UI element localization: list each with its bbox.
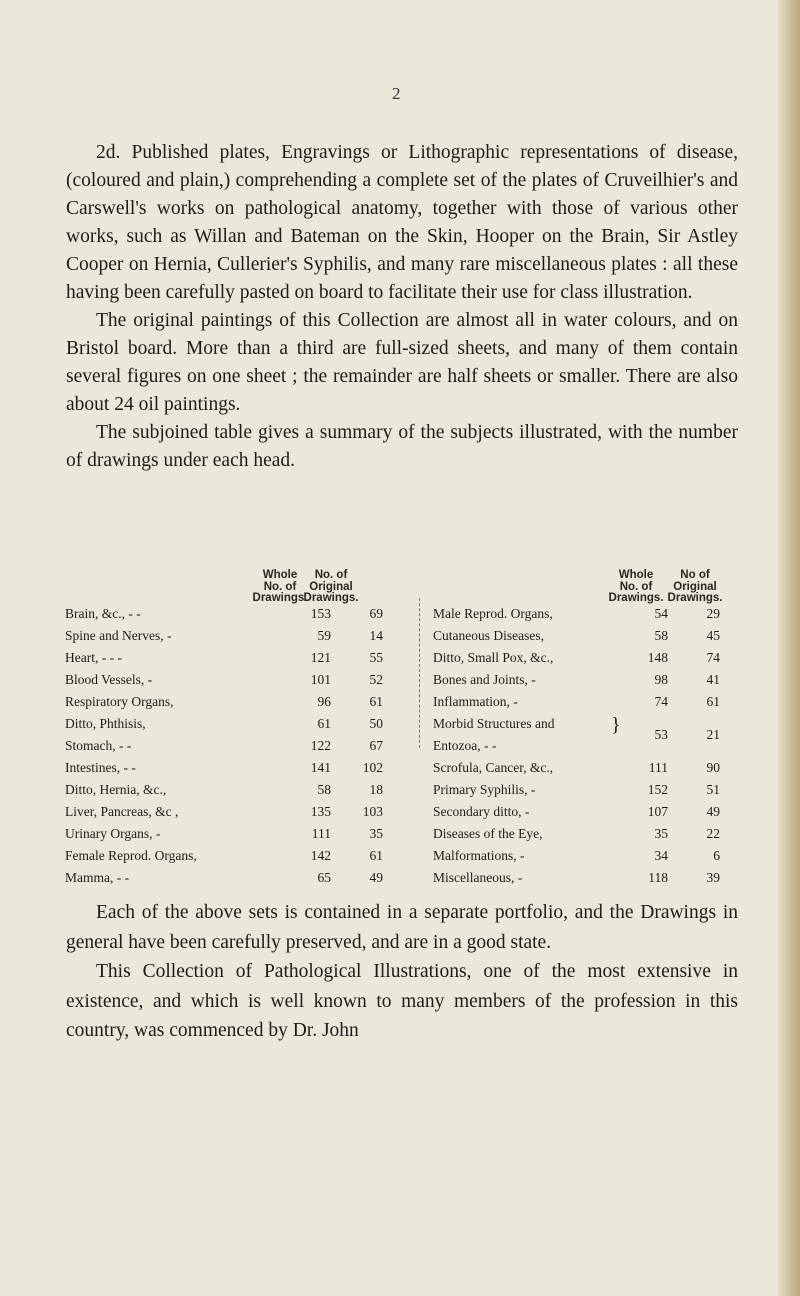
row-label: Morbid Structures and <box>433 716 555 731</box>
row-original: 102 <box>362 760 383 775</box>
row-label: Cutaneous Diseases, <box>433 628 544 643</box>
row-original: 39 <box>706 870 720 885</box>
row-label: Female Reprod. Organs, <box>65 848 197 863</box>
row-whole: 152 <box>647 782 668 797</box>
row-original: 61 <box>369 848 383 863</box>
page-number: 2 <box>392 84 401 103</box>
row-original: 21 <box>706 727 720 742</box>
row-whole: 61 <box>317 716 331 731</box>
row-whole: 58 <box>317 782 331 797</box>
row-whole: 58 <box>654 628 668 643</box>
row-original: 14 <box>369 628 383 643</box>
row-original: 55 <box>369 650 383 665</box>
row-original: 103 <box>362 804 383 819</box>
header-original-left: No. of Original Drawings. <box>303 569 359 604</box>
paragraph-published-plates: 2d. Published plates, Engravings or Lithographic representations of disease, (coloured and plain,) comprehending a complete set of the plates of Cruveilhier's and Carswell's works on pathological anatomy, together with those of various other works, such as Willan and Bateman on the Skin, Hooper on the Brain, Sir Astley Cooper on Hernia, Cullerier's Syphilis, and many rare miscellaneous plates : all these having been carefully pasted on board to facilitate their use for class illustration. <box>66 142 738 303</box>
row-label: Brain, &c., - - <box>65 606 141 621</box>
row-whole: 54 <box>654 606 668 621</box>
row-whole: 148 <box>647 650 668 665</box>
row-whole: 142 <box>310 848 331 863</box>
row-whole: 153 <box>310 606 331 621</box>
row-whole: 111 <box>311 826 331 841</box>
row-original: 18 <box>369 782 383 797</box>
row-label: Ditto, Small Pox, &c., <box>433 650 554 665</box>
closing-text <box>66 898 738 1046</box>
row-label: Urinary Organs, - <box>65 826 161 841</box>
row-original: 6 <box>713 848 720 863</box>
row-original: 74 <box>706 650 720 665</box>
row-original: 50 <box>369 716 383 731</box>
row-original: 22 <box>706 826 720 841</box>
row-whole: 35 <box>654 826 668 841</box>
row-original: 51 <box>706 782 720 797</box>
row-original: 41 <box>706 672 720 687</box>
row-original: 29 <box>706 606 720 621</box>
row-label: Mamma, - - <box>65 870 130 885</box>
row-label: Male Reprod. Organs, <box>433 606 553 621</box>
row-whole: 74 <box>654 694 668 709</box>
row-label: Inflammation, - <box>433 694 518 709</box>
row-label: Spine and Nerves, - <box>65 628 172 643</box>
row-label: Bones and Joints, - <box>433 672 536 687</box>
row-whole: 122 <box>310 738 331 753</box>
column-divider <box>419 598 421 748</box>
row-label: Intestines, - - <box>65 760 136 775</box>
row-original: 49 <box>706 804 720 819</box>
row-whole: 53 <box>654 727 668 742</box>
row-label: Secondary ditto, - <box>433 804 530 819</box>
paragraph-collection-history: This Collection of Pathological Illustrations, one of the most extensive in existence, and which is well known to many members of the profession in this country, was commenced by Dr. John <box>66 961 738 1041</box>
row-whole: 141 <box>310 760 331 775</box>
row-whole: 107 <box>647 804 668 819</box>
row-label: Blood Vessels, - <box>65 672 153 687</box>
brace-morbid-structures: } <box>611 714 621 736</box>
row-original: 49 <box>369 870 383 885</box>
paragraph-original-paintings: The original paintings of this Collection are almost all in water colours, and on Bristol board. More than a third are full-sized sheets, and many of them contain several figures on one sheet ; the remainder are half sheets or smaller. There are also about 24 oil paintings. <box>66 310 738 415</box>
row-whole: 135 <box>310 804 331 819</box>
row-whole: 101 <box>310 672 331 687</box>
row-original: 69 <box>369 606 383 621</box>
row-original: 61 <box>706 694 720 709</box>
row-label: Respiratory Organs, <box>65 694 174 709</box>
row-label: Scrofula, Cancer, &c., <box>433 760 554 775</box>
header-original-right: No of Original Drawings. <box>667 569 723 604</box>
row-whole: 96 <box>317 694 331 709</box>
page-edge <box>778 0 800 1296</box>
row-whole: 59 <box>317 628 331 643</box>
row-label: Ditto, Phthisis, <box>65 716 146 731</box>
row-label: Miscellaneous, - <box>433 870 523 885</box>
row-label: Stomach, - - <box>65 738 132 753</box>
row-whole: 98 <box>654 672 668 687</box>
row-whole: 65 <box>317 870 331 885</box>
row-original: 52 <box>369 672 383 687</box>
row-whole: 111 <box>648 760 668 775</box>
row-original: 35 <box>369 826 383 841</box>
row-label: Diseases of the Eye, <box>433 826 543 841</box>
header-whole-left: Whole No. of Drawings. <box>252 569 308 604</box>
row-whole: 121 <box>310 650 331 665</box>
row-whole: 118 <box>648 870 668 885</box>
paragraph-subjoined-table: The subjoined table gives a summary of the subjects illustrated, with the number of drawings under each head. <box>66 422 738 471</box>
row-original: 61 <box>369 694 383 709</box>
row-label: Ditto, Hernia, &c., <box>65 782 167 797</box>
row-label: Malformations, - <box>433 848 525 863</box>
row-original: 45 <box>706 628 720 643</box>
paragraph-portfolio: Each of the above sets is contained in a separate portfolio, and the Drawings in general have been carefully preserved, and are in a good state. <box>66 902 738 953</box>
intro-text <box>66 139 738 475</box>
row-label: Primary Syphilis, - <box>433 782 536 797</box>
row-whole: 34 <box>654 848 668 863</box>
row-original: 90 <box>706 760 720 775</box>
row-label: Heart, - - - <box>65 650 122 665</box>
row-label: Liver, Pancreas, &c , <box>65 804 179 819</box>
header-whole-right: Whole No. of Drawings. <box>608 569 664 604</box>
row-original: 67 <box>369 738 383 753</box>
row-label: Entozoa, - - <box>433 738 497 753</box>
